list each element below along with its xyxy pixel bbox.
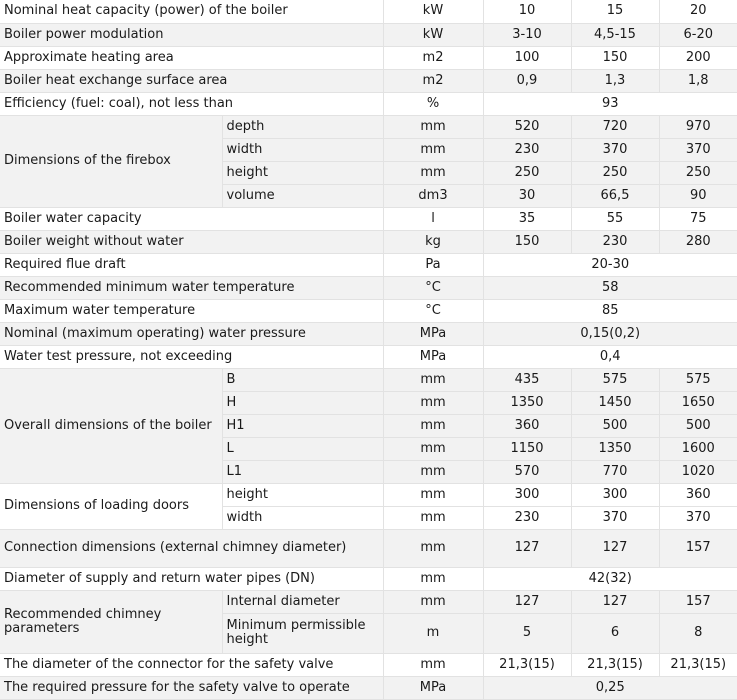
spec-row (0, 115, 737, 138)
unit-cell: °C (383, 299, 483, 322)
parameter-name: Nominal (maximum operating) water pressure (0, 322, 383, 345)
unit-cell: mm (383, 138, 483, 161)
shared-value: 20-30 (483, 253, 737, 276)
unit-cell: MPa (383, 676, 483, 699)
parameter-group-name: Overall dimensions of the boiler (0, 368, 222, 483)
parameter-group-name: Dimensions of loading doors (0, 483, 222, 529)
unit-cell: m2 (383, 69, 483, 92)
value-15kw: 250 (571, 161, 659, 184)
value-20kw: 1020 (659, 460, 737, 483)
value-10kw: 3-10 (483, 23, 571, 46)
spec-row (0, 299, 737, 322)
value-20kw: 360 (659, 483, 737, 506)
value-10kw: 435 (483, 368, 571, 391)
value-15kw: 21,3(15) (571, 653, 659, 676)
parameter-name: Recommended minimum water temperature (0, 276, 383, 299)
sub-parameter-name: Minimum permissible height (222, 613, 383, 653)
sub-parameter-name: height (222, 483, 383, 506)
value-20kw: 200 (659, 46, 737, 69)
unit-cell: m2 (383, 46, 483, 69)
unit-cell: mm (383, 506, 483, 529)
unit-cell: Pa (383, 253, 483, 276)
value-20kw: 250 (659, 161, 737, 184)
value-15kw: 4,5-15 (571, 23, 659, 46)
value-20kw: 157 (659, 590, 737, 613)
sub-parameter-name: height (222, 161, 383, 184)
spec-row (0, 322, 737, 345)
value-15kw: 575 (571, 368, 659, 391)
unit-cell: mm (383, 529, 483, 567)
value-15kw: 370 (571, 506, 659, 529)
value-10kw: 570 (483, 460, 571, 483)
value-10kw: 21,3(15) (483, 653, 571, 676)
value-10kw: 0,9 (483, 69, 571, 92)
spec-row (0, 207, 737, 230)
sub-parameter-name: B (222, 368, 383, 391)
unit-cell: MPa (383, 322, 483, 345)
value-10kw: 300 (483, 483, 571, 506)
value-15kw: 720 (571, 115, 659, 138)
spec-row (0, 92, 737, 115)
sub-parameter-name: H1 (222, 414, 383, 437)
value-15kw: 300 (571, 483, 659, 506)
value-10kw: 35 (483, 207, 571, 230)
unit-cell: mm (383, 653, 483, 676)
value-10kw: 520 (483, 115, 571, 138)
shared-value: 85 (483, 299, 737, 322)
value-20kw: 370 (659, 506, 737, 529)
sub-parameter-name: H (222, 391, 383, 414)
parameter-name: Boiler heat exchange surface area (0, 69, 383, 92)
value-20kw: 75 (659, 207, 737, 230)
unit-cell: mm (383, 161, 483, 184)
unit-cell: kg (383, 230, 483, 253)
parameter-name: Water test pressure, not exceeding (0, 345, 383, 368)
value-15kw: 127 (571, 590, 659, 613)
sub-parameter-name: width (222, 138, 383, 161)
unit-cell: mm (383, 437, 483, 460)
spec-row (0, 230, 737, 253)
shared-value: 0,15(0,2) (483, 322, 737, 345)
unit-cell: % (383, 92, 483, 115)
spec-row (0, 345, 737, 368)
value-20kw: 1,8 (659, 69, 737, 92)
value-10kw: 150 (483, 230, 571, 253)
value-20kw: 575 (659, 368, 737, 391)
shared-value: 93 (483, 92, 737, 115)
value-10kw: 30 (483, 184, 571, 207)
value-15kw: 55 (571, 207, 659, 230)
spec-row (0, 368, 737, 391)
value-10kw: 127 (483, 590, 571, 613)
value-15kw: 370 (571, 138, 659, 161)
spec-row (0, 483, 737, 506)
value-15kw: 127 (571, 529, 659, 567)
spec-row (0, 46, 737, 69)
value-10kw: 1150 (483, 437, 571, 460)
value-20kw: 1650 (659, 391, 737, 414)
value-20kw: 1600 (659, 437, 737, 460)
spec-row (0, 529, 737, 567)
spec-row (0, 23, 737, 46)
parameter-group-name: Recommended chimney parameters (0, 590, 222, 653)
value-20kw: 500 (659, 414, 737, 437)
value-10kw: 1350 (483, 391, 571, 414)
parameter-name: Approximate heating area (0, 46, 383, 69)
value-20kw: 280 (659, 230, 737, 253)
unit-cell: mm (383, 115, 483, 138)
value-15kw: 500 (571, 414, 659, 437)
value-15kw: 1450 (571, 391, 659, 414)
parameter-name: Diameter of supply and return water pipes (DN) (0, 567, 383, 590)
unit-cell: mm (383, 460, 483, 483)
sub-parameter-name: volume (222, 184, 383, 207)
spec-row (0, 0, 737, 23)
sub-parameter-name: L1 (222, 460, 383, 483)
value-10kw: 100 (483, 46, 571, 69)
parameter-name: Maximum water temperature (0, 299, 383, 322)
spec-row (0, 653, 737, 676)
unit-cell: kW (383, 23, 483, 46)
parameter-name: Required flue draft (0, 253, 383, 276)
value-10kw: 127 (483, 529, 571, 567)
sub-parameter-name: L (222, 437, 383, 460)
value-10kw: 250 (483, 161, 571, 184)
shared-value: 0,4 (483, 345, 737, 368)
unit-cell: l (383, 207, 483, 230)
sub-parameter-name: Internal diameter (222, 590, 383, 613)
parameter-name: Boiler power modulation (0, 23, 383, 46)
unit-cell: dm3 (383, 184, 483, 207)
unit-cell: m (383, 613, 483, 653)
unit-cell: mm (383, 414, 483, 437)
parameter-name: Nominal heat capacity (power) of the boiler (0, 0, 383, 23)
sub-parameter-name: width (222, 506, 383, 529)
value-15kw: 66,5 (571, 184, 659, 207)
value-20kw: 6-20 (659, 23, 737, 46)
spec-row (0, 276, 737, 299)
value-15kw: 6 (571, 613, 659, 653)
value-10kw: 230 (483, 138, 571, 161)
spec-row (0, 567, 737, 590)
unit-cell: mm (383, 483, 483, 506)
value-10kw: 5 (483, 613, 571, 653)
value-20kw: 90 (659, 184, 737, 207)
value-20kw: 8 (659, 613, 737, 653)
unit-cell: MPa (383, 345, 483, 368)
parameter-group-name: Dimensions of the firebox (0, 115, 222, 207)
spec-row (0, 69, 737, 92)
unit-cell: mm (383, 391, 483, 414)
unit-cell: °C (383, 276, 483, 299)
value-10kw: 10 (483, 0, 571, 23)
shared-value: 42(32) (483, 567, 737, 590)
value-10kw: 230 (483, 506, 571, 529)
parameter-name: The diameter of the connector for the safety valve (0, 653, 383, 676)
value-20kw: 370 (659, 138, 737, 161)
parameter-name: Boiler weight without water (0, 230, 383, 253)
parameter-name: Efficiency (fuel: coal), not less than (0, 92, 383, 115)
spec-row (0, 676, 737, 699)
value-15kw: 150 (571, 46, 659, 69)
value-20kw: 20 (659, 0, 737, 23)
shared-value: 0,25 (483, 676, 737, 699)
spec-row (0, 253, 737, 276)
value-10kw: 360 (483, 414, 571, 437)
value-15kw: 230 (571, 230, 659, 253)
spec-row (0, 590, 737, 613)
value-20kw: 21,3(15) (659, 653, 737, 676)
value-20kw: 970 (659, 115, 737, 138)
unit-cell: mm (383, 590, 483, 613)
unit-cell: kW (383, 0, 483, 23)
unit-cell: mm (383, 368, 483, 391)
unit-cell: mm (383, 567, 483, 590)
value-15kw: 15 (571, 0, 659, 23)
value-15kw: 770 (571, 460, 659, 483)
parameter-name: The required pressure for the safety valve to operate (0, 676, 383, 699)
value-20kw: 157 (659, 529, 737, 567)
shared-value: 58 (483, 276, 737, 299)
value-15kw: 1350 (571, 437, 659, 460)
sub-parameter-name: depth (222, 115, 383, 138)
parameter-name: Boiler water capacity (0, 207, 383, 230)
parameter-name: Connection dimensions (external chimney diameter) (0, 529, 383, 567)
value-15kw: 1,3 (571, 69, 659, 92)
